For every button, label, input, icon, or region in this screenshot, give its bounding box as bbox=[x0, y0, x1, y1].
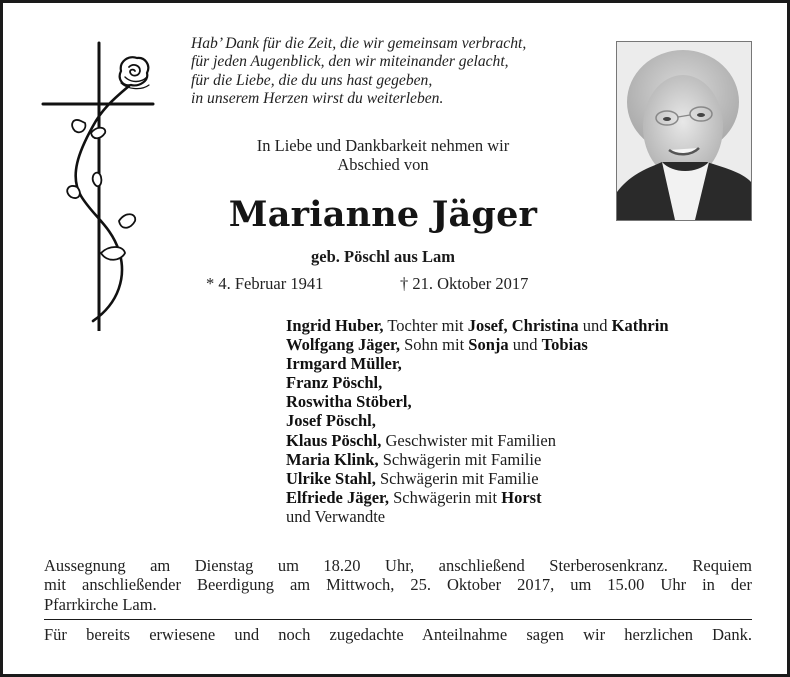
maiden-name: geb. Pöschl aus Lam bbox=[311, 247, 455, 266]
mourner-relation: Sohn mit bbox=[399, 335, 469, 355]
mourner-row bbox=[286, 354, 766, 373]
mourner-name: Wolfgang Jäger, bbox=[286, 335, 400, 355]
mourner-relation: Geschwister mit Familien bbox=[381, 430, 556, 450]
mourner-row bbox=[286, 335, 766, 354]
connector: und bbox=[578, 316, 612, 335]
mourners-list bbox=[286, 316, 766, 526]
birth-date: * 4. Februar 1941 bbox=[206, 274, 324, 293]
deceased-name: Marianne Jäger bbox=[228, 194, 538, 235]
mourner-name: Maria Klink, bbox=[286, 449, 379, 469]
mourner-relation: Schwägerin mit Familie bbox=[378, 449, 542, 469]
intro-line: In Liebe und Dankbarkeit nehmen wir bbox=[256, 136, 510, 155]
portrait-photo bbox=[616, 41, 752, 221]
mourner-name: Josef Pöschl, bbox=[286, 411, 376, 431]
service-line: Pfarrkirche Lam. bbox=[44, 594, 157, 614]
mourner-name: Franz Pöschl, bbox=[286, 373, 383, 393]
thanks-text: Für bereits erwiesene und noch zugedachte Anteilnahme sagen wir herzlichen Dank. bbox=[44, 625, 752, 644]
mourner-row bbox=[286, 469, 766, 488]
mourner-row bbox=[286, 373, 766, 392]
mourner-family: Horst bbox=[501, 487, 542, 507]
poem-line: in unserem Herzen wirst du weiterleben. bbox=[191, 89, 444, 107]
mourner-family: Sonja bbox=[468, 335, 509, 355]
mourner-row bbox=[286, 316, 766, 335]
mourner-name: Roswitha Stöberl, bbox=[286, 392, 412, 412]
cross-with-rose-icon bbox=[41, 41, 159, 331]
intro-text bbox=[183, 136, 583, 174]
mourner-family: Kathrin bbox=[611, 316, 669, 335]
mourners-closing: und Verwandte bbox=[286, 506, 386, 526]
service-line: mit anschließender Beerdigung am Mittwoch, 25. Oktober 2017, um 15.00 Uhr in der bbox=[44, 575, 752, 595]
mourner-name: Ulrike Stahl, bbox=[286, 468, 376, 488]
mourner-row bbox=[286, 450, 766, 469]
service-line: Aussegnung am Dienstag um 18.20 Uhr, anschließend Sterberosenkranz. Requiem bbox=[44, 556, 752, 575]
poem bbox=[191, 35, 611, 108]
mourner-relation: Schwägerin mit bbox=[388, 487, 502, 507]
mourner-relation: Schwägerin mit Familie bbox=[375, 468, 539, 488]
connector: und bbox=[508, 335, 542, 355]
intro-line: Abschied von bbox=[337, 155, 429, 174]
poem-line: für die Liebe, die du uns hast gegeben, bbox=[191, 71, 433, 89]
mourner-family: Josef, Christina bbox=[467, 316, 579, 335]
mourner-row bbox=[286, 431, 766, 450]
mourner-row bbox=[286, 411, 766, 430]
mourner-family: Tobias bbox=[541, 335, 588, 355]
mourner-row bbox=[286, 392, 766, 411]
mourner-name: Klaus Pöschl, bbox=[286, 430, 382, 450]
poem-line: für jeden Augenblick, den wir miteinander gelacht, bbox=[191, 53, 509, 71]
service-info bbox=[44, 556, 752, 614]
portrait-image-icon bbox=[617, 42, 751, 220]
death-date: † 21. Oktober 2017 bbox=[400, 274, 529, 293]
mourner-row bbox=[286, 488, 766, 507]
poem-line: Hab’ Dank für die Zeit, die wir gemeinsam verbracht, bbox=[191, 35, 527, 52]
mourner-name: Ingrid Huber, bbox=[286, 316, 384, 335]
mourner-relation: Tochter mit bbox=[383, 316, 468, 335]
mourner-name: Irmgard Müller, bbox=[286, 354, 402, 374]
divider bbox=[44, 619, 752, 620]
mourner-name: Elfriede Jäger, bbox=[286, 487, 389, 507]
